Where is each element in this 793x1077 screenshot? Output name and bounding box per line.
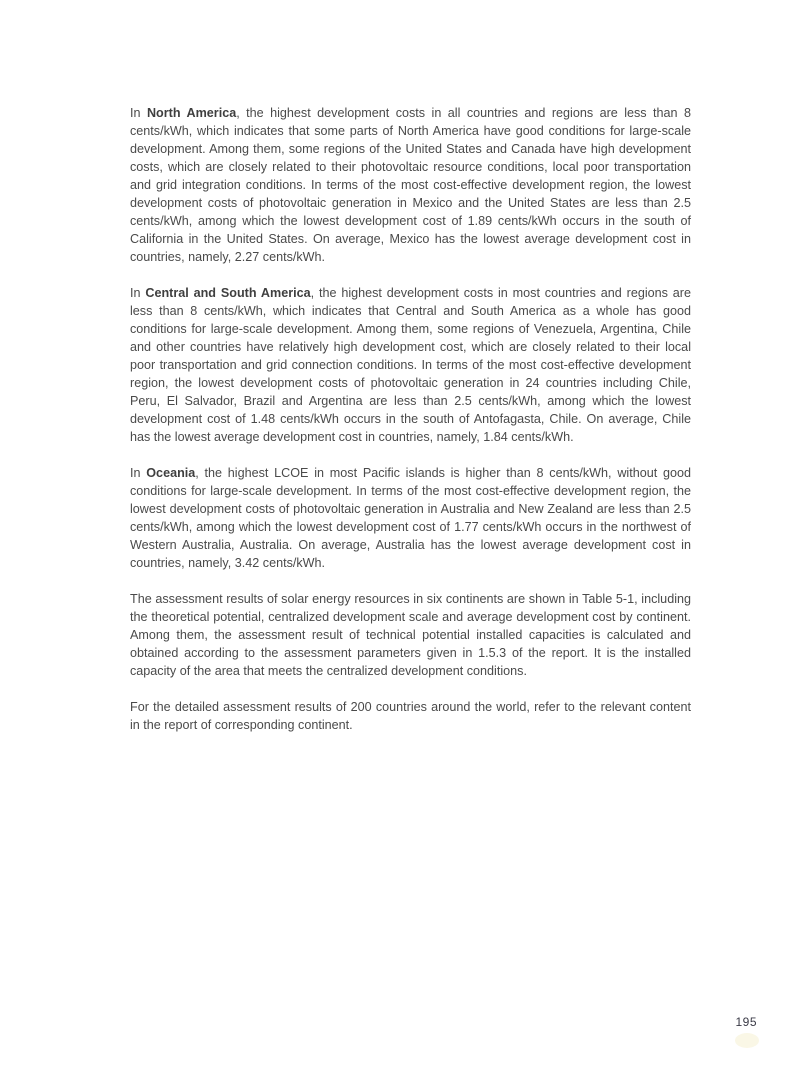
page-content (130, 104, 691, 752)
text-run: , the highest development costs in all countries and regions are less than 8 cents/kWh, which indicates that some parts of North America have good conditions for large-scale development. Among them, some regions of the United States and Canada have high development costs, which are closely related to their photovoltaic resource conditions, local poor transportation and grid integration conditions. In terms of the most cost-effective development region, the lowest development costs of photovoltaic generation in Mexico and the United States are less than 2.5 cents/kWh, among which the lowest development cost of 1.89 cents/kWh occurs in the south of California in the United States. On average, Mexico has the lowest average development cost in countries, namely, 2.27 cents/kWh. (130, 106, 692, 264)
text-run: In (130, 286, 146, 300)
paragraph (130, 590, 691, 680)
continent-name-bold: Central and South America (145, 286, 311, 300)
continent-name-bold: Oceania (146, 466, 196, 480)
text-run: In (130, 106, 147, 120)
text-run: , the highest development costs in most countries and regions are less than 8 cents/kWh, which indicates that Central and South America as a whole has good conditions for large-scale development. Among them, some regions of Venezuela, Argentina, Chile and other countries have relatively high development cost, which are closely related to their local poor transportation and grid connection conditions. In terms of the most cost-effective development region, the lowest development costs of photovoltaic generation in 24 countries including Chile, Peru, El Salvador, Brazil and Argentina are less than 2.5 cents/kWh, among which the lowest development cost of 1.48 cents/kWh occurs in the south of Antofagasta, Chile. On average, Chile has the lowest average development cost in countries, namely, 1.84 cents/kWh. (130, 286, 691, 444)
text-run: In (130, 466, 147, 480)
page-number: 195 (735, 1015, 757, 1029)
paragraph (130, 104, 691, 266)
text-run: , the highest LCOE in most Pacific islands is higher than 8 cents/kWh, without good conditions for large-scale development. In terms of the most cost-effective development region, the lowest development costs of photovoltaic generation in Australia and New Zealand are less than 2.5 cents/kWh, among which the lowest development cost of 1.77 cents/kWh occurs in the northwest of Western Australia, Australia. On average, Australia has the lowest average development cost in countries, namely, 3.42 cents/kWh. (130, 466, 691, 570)
text-run: For the detailed assessment results of 200 countries around the world, refer to the relevant content in the report of corresponding continent. (130, 700, 691, 732)
continent-name-bold: North America (146, 106, 237, 120)
paragraph (130, 284, 691, 446)
text-run: The assessment results of solar energy resources in six continents are shown in Table 5-1, including the theoretical potential, centralized development scale and average development cost by continent. Among them, the assessment result of technical potential installed capacities is calculated and obtained according to the assessment parameters given in 1.5.3 of the report. It is the installed capacity of the area that meets the centralized development conditions. (130, 592, 691, 678)
paragraph (130, 464, 691, 572)
paragraph (130, 698, 691, 734)
corner-smudge-decoration (735, 1033, 759, 1048)
